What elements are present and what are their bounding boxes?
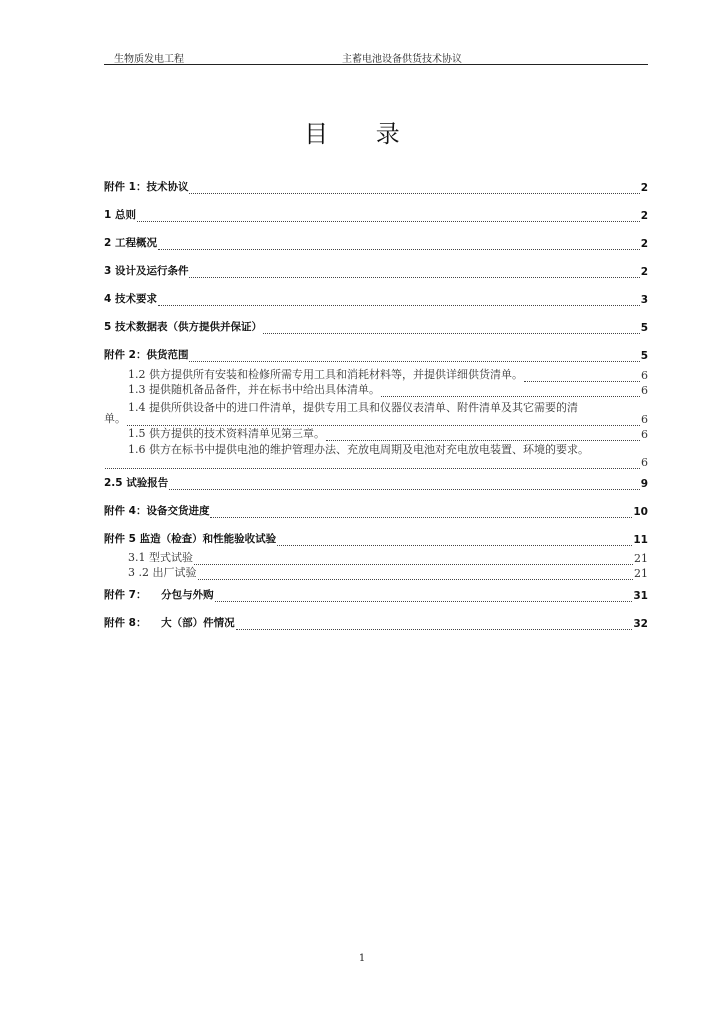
leader-dots — [137, 210, 640, 222]
toc-entry-attachment-1[interactable] — [104, 180, 648, 194]
leader-dots — [189, 350, 639, 362]
toc-entry-page: 11 — [633, 534, 648, 546]
toc-entry-test-report[interactable] — [104, 476, 648, 490]
toc-entry-text: 附件 4：设备交货进度 — [104, 505, 210, 517]
toc-entry-technical-data-sheet[interactable] — [104, 320, 648, 334]
toc-entry-text: 单。 — [104, 412, 126, 425]
toc-entry-attachment-5[interactable] — [104, 532, 648, 546]
leader-dots — [326, 429, 640, 441]
toc-subentry-1-6-line2[interactable] — [104, 455, 648, 469]
page-number: 1 — [358, 953, 366, 964]
toc-entry-project-overview[interactable] — [104, 236, 648, 250]
toc-entry-page: 21 — [634, 552, 648, 565]
leader-dots — [236, 618, 633, 630]
toc-entry-text: 附件 1：技术协议 — [104, 181, 189, 193]
leader-dots — [263, 322, 640, 334]
toc-entry-page: 6 — [641, 384, 648, 397]
toc-entry-page: 6 — [641, 369, 648, 382]
leader-dots — [189, 266, 639, 278]
toc-entry-text: 3 .2 出厂试验 — [128, 566, 197, 579]
toc-entry-general[interactable] — [104, 208, 648, 222]
toc-entry-text: 2.5 试验报告 — [104, 477, 169, 489]
toc-subentry-1-4-line1[interactable]: 1.4 提供所供设备中的进口件清单，提供专用工具和仪器仪表清单、附件清单及其它需要的清 — [128, 401, 578, 414]
running-header — [104, 50, 648, 65]
toc-entry-text: 3 设计及运行条件 — [104, 265, 189, 277]
header-document-title: 主蓄电池设备供货技术协议 — [342, 54, 462, 65]
toc-title: 目 录 — [304, 120, 420, 148]
toc-entry-text: 3.1 型式试验 — [128, 551, 193, 564]
leader-dots — [198, 568, 634, 580]
toc-entry-page: 2 — [640, 266, 648, 278]
toc-entry-page: 32 — [633, 618, 648, 630]
leader-dots — [194, 553, 633, 565]
toc-entry-text: 附件 2：供货范围 — [104, 349, 189, 361]
toc-entry-text: 4 技术要求 — [104, 293, 157, 305]
leader-dots — [105, 457, 640, 469]
toc-entry-text: 附件 5 监造（检查）和性能验收试验 — [104, 533, 277, 545]
toc-entry-text: 2 工程概况 — [104, 237, 157, 249]
toc-entry-text: 附件 8： 大（部）件情况 — [104, 617, 235, 629]
toc-entry-attachment-4[interactable] — [104, 504, 648, 518]
toc-entry-page: 10 — [633, 506, 648, 518]
toc-entry-attachment-7[interactable] — [104, 588, 648, 602]
toc-entry-technical-requirements[interactable] — [104, 292, 648, 306]
toc-subentry-1-4-line2[interactable] — [104, 412, 648, 426]
toc-entry-text: 5 技术数据表（供方提供并保证） — [104, 321, 262, 333]
leader-dots — [381, 385, 640, 397]
toc-subentry-1-5[interactable] — [128, 427, 648, 441]
toc-entry-page: 5 — [640, 350, 648, 362]
toc-entry-page: 6 — [641, 456, 648, 469]
toc-entry-design-conditions[interactable] — [104, 264, 648, 278]
toc-entry-attachment-8[interactable] — [104, 616, 648, 630]
toc-entry-text: 1.5 供方提供的技术资料清单见第三章。 — [128, 427, 325, 440]
leader-dots — [169, 478, 639, 490]
leader-dots — [158, 294, 640, 306]
leader-dots — [524, 370, 640, 382]
toc-entry-attachment-2[interactable] — [104, 348, 648, 362]
toc-entry-page: 5 — [640, 322, 648, 334]
header-project-name: 生物质发电工程 — [114, 54, 184, 65]
toc-subentry-3-2[interactable] — [128, 566, 648, 580]
toc-entry-page: 21 — [634, 567, 648, 580]
toc-entry-page: 2 — [640, 182, 648, 194]
toc-entry-page: 6 — [641, 413, 648, 426]
leader-dots — [158, 238, 640, 250]
leader-dots — [189, 182, 639, 194]
toc-entry-text: 1.2 供方提供所有安装和检修所需专用工具和消耗材料等，并提供详细供货清单。 — [128, 368, 523, 381]
toc-entry-text: 1.3 提供随机备品备件，并在标书中给出具体清单。 — [128, 383, 380, 396]
toc-entry-text: 1 总则 — [104, 209, 136, 221]
toc-entry-page: 31 — [633, 590, 648, 602]
leader-dots — [127, 414, 640, 426]
toc-subentry-1-2[interactable] — [128, 368, 648, 382]
leader-dots — [215, 590, 633, 602]
toc-entry-text: 附件 7： 分包与外购 — [104, 589, 214, 601]
toc-subentry-3-1[interactable] — [128, 551, 648, 565]
toc-entry-page: 6 — [641, 428, 648, 441]
toc-subentry-1-3[interactable] — [128, 383, 648, 397]
toc-entry-page: 3 — [640, 294, 648, 306]
toc-entry-page: 9 — [640, 478, 648, 490]
leader-dots — [277, 534, 632, 546]
toc-entry-page: 2 — [640, 210, 648, 222]
toc-entry-page: 2 — [640, 238, 648, 250]
leader-dots — [210, 506, 632, 518]
toc-subentry-1-6-line1[interactable]: 1.6 供方在标书中提供电池的维护管理办法、充放电周期及电池对充电放电装置、环境的要求。 — [128, 443, 589, 456]
